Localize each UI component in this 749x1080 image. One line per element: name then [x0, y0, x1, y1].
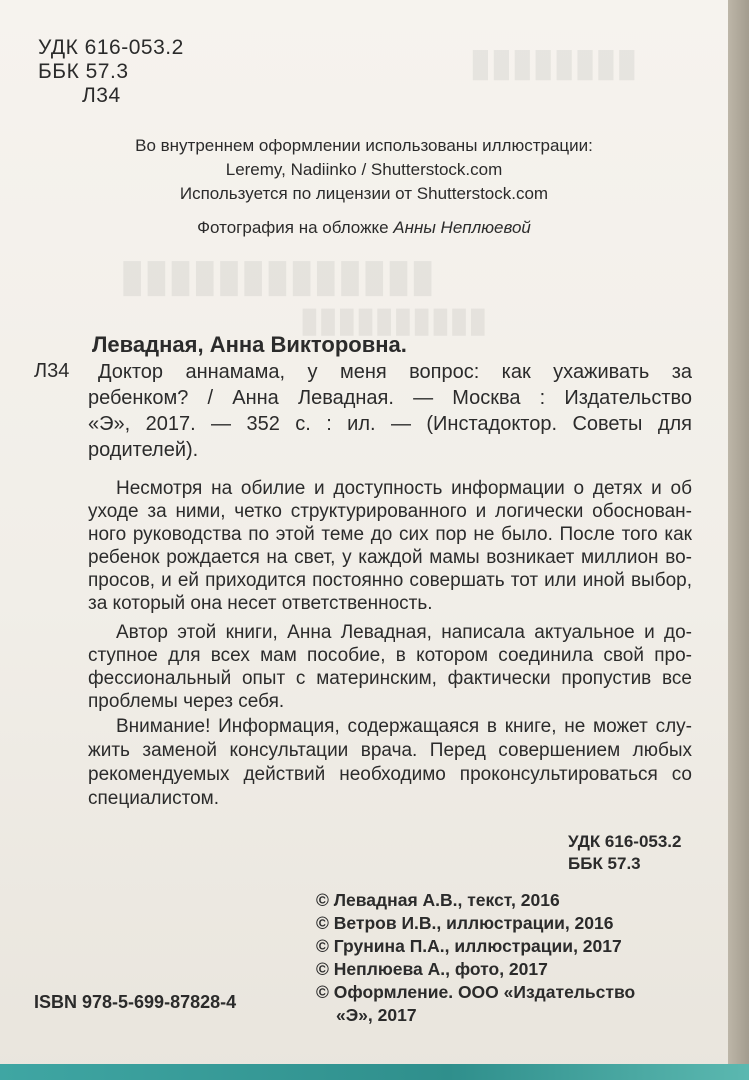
- copyright-line: © Грунина П.А., иллюстрации, 2017: [316, 936, 622, 956]
- annotation-line: за который она несет ответственность.: [88, 593, 433, 614]
- show-through-decoration: ▮▮▮▮▮▮▮▮: [470, 42, 638, 84]
- show-through-decoration: ▮▮▮▮▮▮▮▮▮▮: [300, 301, 488, 339]
- bbk-code-top: ББК 57.3: [38, 60, 129, 83]
- bibliography-line: «Э», 2017. — 352 с. : ил. — (Инстадоктор. Советы для: [88, 413, 692, 435]
- bibliography-heading: Левадная, Анна Викторовна.: [92, 332, 407, 357]
- copyright-line: © Неплюева А., фото, 2017: [316, 959, 548, 979]
- bibliography-mark: Л34: [34, 360, 70, 382]
- copyright-line: © Ветров И.В., иллюстрации, 2016: [316, 913, 614, 933]
- annotation-line: жить заменой консультации врача. Перед совершением любых: [88, 740, 692, 761]
- cover-edge: [0, 1064, 749, 1080]
- annotation-line: Автор этой книги, Анна Левадная, написала актуальное и до-: [116, 622, 692, 643]
- bibliography-line: ребенком? / Анна Левадная. — Москва : Издательство: [88, 387, 692, 409]
- annotation-line: специалистом.: [88, 788, 220, 809]
- bbk-code-bottom: ББК 57.3: [568, 854, 641, 873]
- credits-line-1: Во внутреннем оформлении использованы иллюстрации:: [135, 136, 593, 155]
- show-through-decoration: ▮▮▮▮▮▮▮▮▮▮▮▮▮: [120, 251, 435, 300]
- credits-line-2: Leremy, Nadiinko / Shutterstock.com: [225, 160, 503, 179]
- annotation-line: уходе за ними, четко структурированного и логически обоснован-: [88, 501, 692, 522]
- annotation-line: Внимание! Информация, содержащаяся в книге, не может слу-: [116, 716, 692, 737]
- copyright-line: «Э», 2017: [336, 1005, 417, 1025]
- annotation-line: просов, и ей приходится постоянно совершать тот или иной выбор,: [88, 570, 692, 591]
- photo-credit: [0, 216, 728, 240]
- annotation-line: ного руководства по этой теме до сих пор не было. После того как: [88, 524, 692, 545]
- credits-line-3: Используется по лицензии от Shutterstock.com: [179, 184, 549, 203]
- copyright-line: © Левадная А.В., текст, 2016: [316, 890, 560, 910]
- udk-code-top: УДК 616-053.2: [38, 36, 184, 59]
- photo-credit-author: Анны Неплюевой: [393, 218, 531, 237]
- annotation-line: ступное для всех мам пособие, в котором соединила свой про-: [88, 645, 692, 666]
- annotation-line: проблемы через себя.: [88, 691, 285, 712]
- page-edge-shadow: [728, 0, 749, 1080]
- isbn: ISBN 978-5-699-87828-4: [34, 992, 237, 1012]
- udk-code-bottom: УДК 616-053.2: [568, 832, 682, 851]
- author-mark-top: Л34: [82, 84, 121, 107]
- bibliography-line: Доктор аннамама, у меня вопрос: как ухаживать за: [98, 361, 692, 383]
- annotation-line: Несмотря на обилие и доступность информации о детях и об: [116, 478, 692, 499]
- annotation-line: рекомендуемых действий необходимо проконсультироваться со: [88, 764, 692, 785]
- photo-credit-label: Фотография на обложке: [197, 218, 389, 237]
- bibliography-line: родителей).: [88, 439, 199, 461]
- copyright-line: © Оформление. ООО «Издательство: [316, 982, 636, 1002]
- annotation-line: ребенок рождается на свет, у каждой мамы возникает миллион во-: [88, 547, 692, 568]
- annotation-line: фессиональный опыт с материнским, фактически пропустив все: [88, 668, 692, 689]
